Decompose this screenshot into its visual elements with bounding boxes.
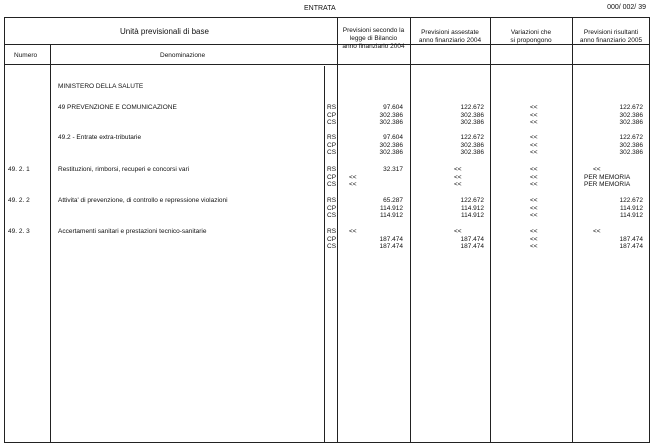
cell-col4: 187.474 xyxy=(619,243,643,250)
col-sep-denominazione xyxy=(337,17,338,443)
col-sep-1 xyxy=(410,17,411,443)
header-denominazione: Denominazione xyxy=(160,52,206,59)
cell-col2: 122.672 xyxy=(460,134,484,141)
cell-col4: 122.672 xyxy=(619,104,643,111)
cell-col1: 302.386 xyxy=(379,149,403,156)
cell-col3: << xyxy=(530,166,538,173)
cell-col2: 302.386 xyxy=(460,149,484,156)
row-code: RS xyxy=(327,104,337,111)
cell-col2: 114.912 xyxy=(460,212,484,219)
row-code: CS xyxy=(327,212,337,219)
section-numero: 49. 2. 1 xyxy=(8,166,30,173)
cell-col3: << xyxy=(530,212,538,219)
page-title: ENTRATA xyxy=(304,5,336,12)
cell-col4: 114.912 xyxy=(619,204,643,212)
cell-col4: PER MEMORIA xyxy=(584,173,631,181)
header-bottom-line xyxy=(4,64,650,65)
row-code: CP xyxy=(327,204,337,212)
cell-col3: << xyxy=(530,204,538,212)
cell-col2: 122.672 xyxy=(460,197,484,204)
cell-col3: << xyxy=(530,243,538,250)
cell-col2: << xyxy=(454,228,462,235)
cell-col1: 187.474 xyxy=(379,235,403,243)
cell-col2: << xyxy=(454,166,462,173)
cell-col1: 114.912 xyxy=(379,204,403,212)
cell-col4: 302.386 xyxy=(619,111,643,119)
cell-col3: << xyxy=(530,235,538,243)
section-label: Accertamenti sanitari e prestazioni tecnico-sanitarie xyxy=(58,228,207,235)
cell-col1: << xyxy=(349,181,357,188)
row-code: CS xyxy=(327,149,337,156)
cell-col4: 122.672 xyxy=(619,197,643,204)
cell-col3: << xyxy=(530,111,538,119)
cell-col4: 302.386 xyxy=(619,141,643,149)
row-code: RS xyxy=(327,134,337,141)
cell-col2: << xyxy=(454,181,462,188)
section-label: Attivita' di prevenzione, di controllo e repressione violazioni xyxy=(58,197,228,204)
page-reference: 000/ 002/ 39 xyxy=(607,4,646,11)
cell-col4: 122.672 xyxy=(619,134,643,141)
row-code: CP xyxy=(327,141,337,149)
row-code: CS xyxy=(327,119,337,126)
cell-col1: << xyxy=(349,228,357,235)
cell-col3: << xyxy=(530,141,538,149)
row-code: CS xyxy=(327,181,337,188)
section-numero: 49. 2. 2 xyxy=(8,197,30,204)
cell-col1: 97.604 xyxy=(383,104,403,111)
cell-col4: PER MEMORIA xyxy=(584,181,631,188)
col-sep-2 xyxy=(490,17,491,443)
header-col3: Variazioni che si propongono xyxy=(510,29,552,44)
cell-col2: 302.386 xyxy=(460,119,484,126)
col-sep-numero xyxy=(50,44,51,443)
row-code: RS xyxy=(327,166,337,173)
cell-col1: 97.604 xyxy=(383,134,403,141)
cell-col1: 187.474 xyxy=(379,243,403,250)
section-numero: 49. 2. 3 xyxy=(8,228,30,235)
cell-col3: << xyxy=(530,181,538,188)
cell-col1: 302.386 xyxy=(379,111,403,119)
row-code: RS xyxy=(327,197,337,204)
cell-col3: << xyxy=(530,119,538,126)
header-col4: Previsioni risultanti anno finanziario 2005 xyxy=(579,29,643,44)
row-code: CP xyxy=(327,111,337,119)
ministry-name: MINISTERO DELLA SALUTE xyxy=(58,83,144,90)
cell-col2: 122.672 xyxy=(460,104,484,111)
cell-col3: << xyxy=(530,197,538,204)
cell-col4: 302.386 xyxy=(619,119,643,126)
cell-col2: 187.474 xyxy=(460,243,484,250)
col-sep-code xyxy=(324,66,325,443)
col-sep-3 xyxy=(572,17,573,443)
cell-col4: 114.912 xyxy=(619,212,643,219)
header-unita: Unità previsionali di base xyxy=(120,27,209,36)
cell-col3: << xyxy=(530,104,538,111)
cell-col4: 302.386 xyxy=(619,149,643,156)
cell-col2: 187.474 xyxy=(460,235,484,243)
cell-col1: 114.912 xyxy=(379,212,403,219)
cell-col2: 302.386 xyxy=(460,141,484,149)
row-code: CP xyxy=(327,235,337,243)
section-label: Restituzioni, rimborsi, recuperi e concorsi vari xyxy=(58,166,190,173)
cell-col1: 302.386 xyxy=(379,119,403,126)
row-code: RS xyxy=(327,228,337,235)
row-code: CP xyxy=(327,173,337,181)
header-numero: Numero xyxy=(14,52,38,59)
cell-col3: << xyxy=(530,149,538,156)
section-label: 49 PREVENZIONE E COMUNICAZIONE xyxy=(58,104,177,111)
cell-col1: 65.287 xyxy=(383,197,403,204)
header-col2: Previsioni assestate anno finanziario 2004 xyxy=(418,29,482,44)
cell-col1: 302.386 xyxy=(379,141,403,149)
cell-col1: << xyxy=(349,173,357,181)
cell-col3: << xyxy=(530,134,538,141)
cell-col2: 114.912 xyxy=(460,204,484,212)
cell-col2: 302.386 xyxy=(460,111,484,119)
cell-col4: << xyxy=(593,166,601,173)
cell-col3: << xyxy=(530,173,538,181)
header-col1: Previsioni secondo la legge di Bilancio anno finanziario 2004 xyxy=(342,27,405,50)
cell-col4: << xyxy=(593,228,601,235)
row-code: CS xyxy=(327,243,337,250)
cell-col2: << xyxy=(454,173,462,181)
cell-col3: << xyxy=(530,228,538,235)
cell-col4: 187.474 xyxy=(619,235,643,243)
section-label: 49.2 - Entrate extra-tributarie xyxy=(58,134,142,141)
cell-col1: 32.317 xyxy=(383,166,403,173)
